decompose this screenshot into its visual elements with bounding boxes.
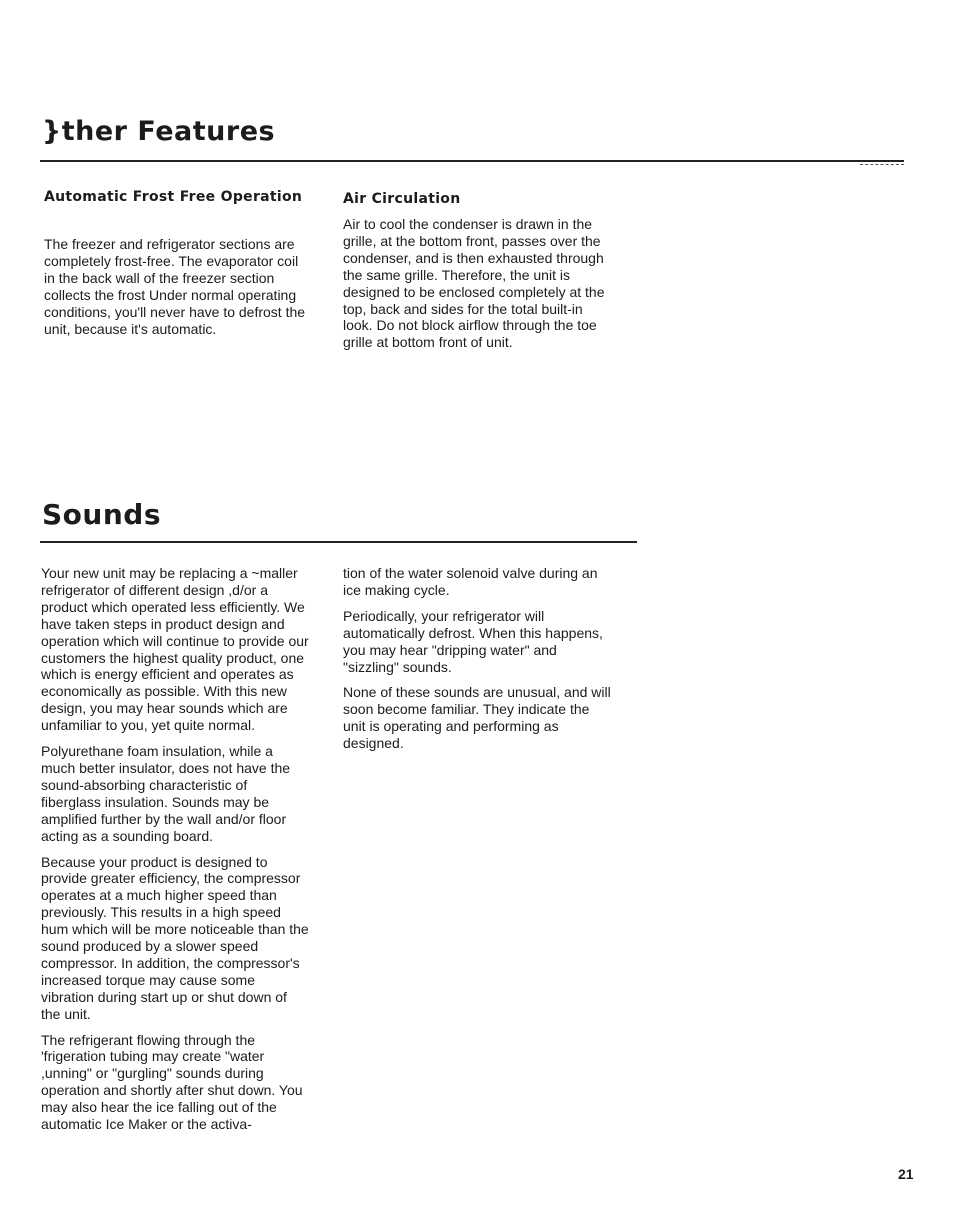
sounds-right-column [343, 565, 611, 761]
air-circulation-heading: Air Circulation [343, 191, 461, 207]
sounds-paragraph: Periodically, your refrigerator will automatically defrost. When this happens, you may hear "dripping water" and "sizzling" sounds. [343, 607, 603, 675]
frost-free-body: The freezer and refrigerator sections are completely frost-free. The evaporator coil in the back wall of the freezer section collects the frost Under normal operating conditions, you'll never have to defrost the unit, because it's automatic. [44, 236, 306, 337]
sounds-paragraph: tion of the water solenoid valve during an ice making cycle. [343, 565, 598, 598]
air-circulation-body: Air to cool the condenser is drawn in the grille, at the bottom front, passes over the condenser, and is then exhausted through the same grille. Therefore, the unit is designed to be enclosed completely at the top, back and sides for the total built-in look. Do not block airflow through the toe grille at bottom front of unit. [343, 216, 605, 351]
sounds-rule [40, 541, 637, 543]
sounds-title: Sounds [42, 498, 161, 531]
frost-free-column [44, 236, 312, 346]
sounds-paragraph: Your new unit may be replacing a ~maller refrigerator of different design ,d/or a product which operated less efficiently. We have taken steps in product design and operation which will continue to provide our customers the highest quality product, one which is energy efficient and operates as economically as possible. With this new design, you may hear sounds which are unfamiliar to you, yet quite normal. [41, 565, 309, 734]
other-features-title: }ther Features [42, 116, 276, 147]
other-features-rule-tail [860, 164, 904, 165]
other-features-rule [40, 160, 904, 162]
page-number: 21 [898, 1166, 914, 1182]
sounds-paragraph: None of these sounds are unusual, and will soon become familiar. They indicate the unit is operating and performing as designed. [343, 684, 611, 752]
sounds-paragraph: Polyurethane foam insulation, while a much better insulator, does not have the sound-absorbing characteristic of fiberglass insulation. Sounds may be amplified further by the wall and/or floor acting as a sounding board. [41, 743, 291, 844]
sounds-paragraph: The refrigerant flowing through the 'frigeration tubing may create "water ,unning" or "gurgling" sounds during operation and shortly after shut down. You may also hear the ice falling out of the automatic Ice Maker or the activa- [41, 1031, 303, 1133]
frost-free-heading: Automatic Frost Free Operation [44, 189, 303, 205]
sounds-left-column [41, 565, 309, 1142]
sounds-paragraph: Because your product is designed to provide greater efficiency, the compressor operates at a much higher speed than previously. This results in a high speed hum which will be more noticeable than the sound produced by a slower speed compressor. In addition, the compressor's increased torque may cause some vibration during start up or shut down of the unit. [41, 853, 309, 1022]
air-circulation-column [343, 216, 611, 360]
